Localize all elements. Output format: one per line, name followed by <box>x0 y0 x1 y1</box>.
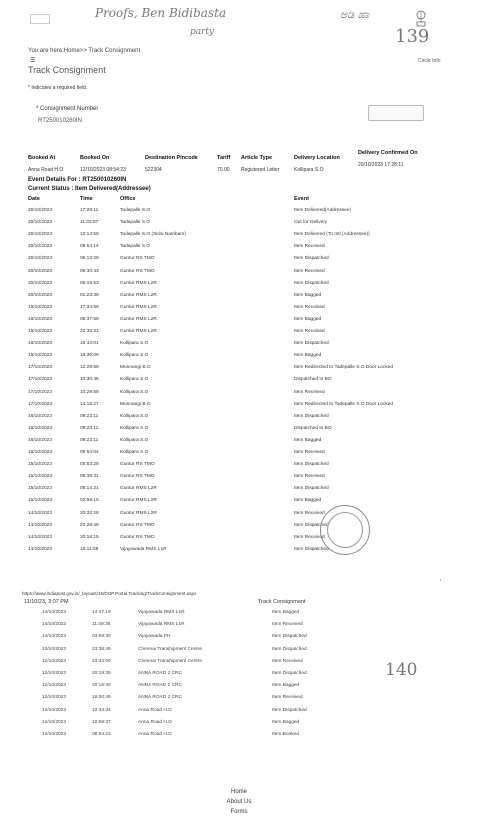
date-cell: 14/10/2023 <box>28 534 53 540</box>
time-cell: 22:35:31 <box>80 329 99 334</box>
office-cell: Guntur RS TMO <box>120 256 155 262</box>
event-cell: Item Dispatched <box>294 341 329 347</box>
event-cell: Item Bagged <box>272 683 300 689</box>
event-cell: Item Dispatched <box>294 280 329 286</box>
time-cell: 14:47:19 <box>92 610 111 615</box>
date-cell: 12/10/2023 <box>42 732 67 737</box>
table-row <box>0 220 478 231</box>
office-cell: Guntur RMS L2R <box>120 292 157 298</box>
menu-icon[interactable]: ☰ <box>30 58 36 64</box>
article-type-header: Article Type <box>241 155 273 161</box>
date-cell: 15/10/2023 <box>28 474 53 480</box>
event-cell: Item Delivered (To Intl (Addressee)) <box>294 232 370 238</box>
page-edge-mark: ' <box>440 580 442 586</box>
time-cell: 10:34:34 <box>92 707 111 713</box>
table-row <box>0 634 478 647</box>
event-cell: Item Booked <box>272 732 299 737</box>
table-row <box>0 720 478 733</box>
office-cell: Kollipara S.O <box>120 450 149 455</box>
table-row <box>0 232 478 243</box>
table-row <box>0 647 478 660</box>
time-cell: 01:23:39 <box>80 292 99 298</box>
table-row <box>0 208 478 219</box>
date-cell: 20/10/2023 <box>28 292 53 298</box>
consignment-label: * Consignment Number <box>36 106 99 112</box>
date-cell: 12/10/2023 <box>42 671 67 676</box>
date-cell: 19/10/2023 <box>28 316 53 322</box>
destination-pincode-value: 522304 <box>145 167 162 173</box>
time-cell: 10:30:45 <box>80 377 99 383</box>
date-cell: 12/10/2023 <box>42 719 67 725</box>
event-cell: Item Redirected to Tadepalle S.O Door Locked <box>294 365 394 371</box>
event-cell: Item Redirected to Tadepalle S.O Door Locked <box>294 401 394 407</box>
event-cell: Item Dispatched <box>294 486 329 492</box>
date-cell: 16/10/2023 <box>28 413 53 419</box>
date-cell: 19/10/2023 <box>28 304 53 310</box>
table-row <box>0 610 478 623</box>
booked-on-header: Booked On <box>80 155 110 161</box>
date-cell: 20/10/2023 <box>28 220 53 226</box>
office-cell: Tadepalle S.O <box>120 244 151 250</box>
date-cell: 12/10/2023 <box>42 683 67 689</box>
event-cell: Dispatched to BO <box>294 425 332 431</box>
office-cell: Kollipara S.O <box>120 341 149 347</box>
table-row <box>0 708 478 721</box>
footer-about-link[interactable]: About Us <box>226 799 252 805</box>
date-cell: 18/10/2023 <box>28 353 53 359</box>
booked-at-value: Anna Road H.O <box>28 167 64 173</box>
table-row <box>0 390 478 401</box>
table-row <box>0 732 478 745</box>
office-cell: Tadepalle S.O (Sirisi Nambam) <box>120 232 186 238</box>
time-cell: 16:44:01 <box>80 341 99 347</box>
office-cell: Guntur RMS L2R <box>120 316 157 322</box>
event-cell: Item Dispatched <box>294 522 329 528</box>
table-row <box>0 365 478 376</box>
footer-forms-link[interactable]: Forms <box>230 809 248 815</box>
event-cell: Item Dispatched <box>294 546 329 552</box>
table-row <box>0 535 478 546</box>
date-cell: 14/10/2023 <box>28 510 53 516</box>
time-cell: 06:30:43 <box>80 268 99 274</box>
date-cell: 20/10/2023 <box>28 256 53 262</box>
time-cell: 14:15:27 <box>80 401 99 407</box>
event-cell: Item Received <box>294 450 325 455</box>
handwritten-page-number-top: 139 <box>395 26 430 47</box>
time-cell: 10:59:37 <box>92 719 111 725</box>
article-type-value: Registered Letter <box>241 167 280 173</box>
table-row <box>0 269 478 280</box>
handwritten-note-top: Proofs, Ben Bidibasta <box>95 6 227 20</box>
date-cell: 13/10/2023 <box>42 646 67 652</box>
office-cell: Guntur RS TMO <box>120 462 155 468</box>
table-row <box>0 341 478 352</box>
track-button[interactable] <box>368 105 424 121</box>
delivery-location-value: Kollipara S.O <box>294 167 324 173</box>
footer-home-link[interactable]: Home <box>230 789 247 795</box>
time-cell: 20:18:15 <box>80 534 99 540</box>
table-row <box>0 353 478 364</box>
time-cell: 17:28:11 <box>80 208 99 213</box>
date-cell: 20/10/2023 <box>28 280 53 286</box>
time-cell: 05:15:53 <box>80 280 99 286</box>
office-cell: Anna Road H.O <box>138 707 172 713</box>
time-cell: 20:19:39 <box>92 671 111 676</box>
event-cell: Item Received <box>294 329 325 334</box>
date-header: Date <box>28 196 40 202</box>
office-cell: Chennai Transhipment Centre <box>138 658 202 664</box>
office-cell: Guntur RS TMO <box>120 268 155 274</box>
date-cell: 12/10/2023 <box>42 658 67 664</box>
office-cell: ANNA ROAD 2 CRC <box>138 671 182 676</box>
office-cell: Vijayawada RMS L1R <box>138 622 185 628</box>
destination-pincode-header: Destination Pincode <box>145 155 198 161</box>
breadcrumb[interactable]: You are here:Home>> Track Consignment <box>28 48 141 54</box>
event-cell: Item Bagged <box>294 353 322 359</box>
table-row <box>0 462 478 473</box>
event-cell: Item Dispatched <box>294 413 329 419</box>
print-page-heading: Track Consignment <box>258 599 306 605</box>
date-cell: 20/10/2023 <box>28 244 53 250</box>
table-row <box>0 317 478 328</box>
table-row <box>0 450 478 461</box>
time-cell: 16:36:08 <box>80 353 99 359</box>
time-cell: 23:34:09 <box>92 658 111 664</box>
table-row <box>0 293 478 304</box>
table-row <box>0 256 478 267</box>
consignment-number-field[interactable]: RT250010260IN <box>38 118 82 124</box>
table-row <box>0 474 478 485</box>
date-cell: 14/10/2023 <box>28 546 53 552</box>
table-row <box>0 438 478 449</box>
time-cell: 16:00:49 <box>92 695 111 701</box>
office-cell: Guntur RMS L2R <box>120 304 157 310</box>
office-cell: Tadepalle S.O <box>120 208 151 213</box>
office-cell: Anna Road H.O <box>138 732 172 737</box>
circle-info-link[interactable]: Circle Info <box>418 58 441 64</box>
date-cell: 16/10/2023 <box>28 437 53 443</box>
tariff-header: Tariff <box>217 155 231 161</box>
handwritten-page-number-bottom: 140 <box>385 660 418 680</box>
office-cell: Kollipara S.O <box>120 425 149 431</box>
event-cell: Item Received <box>272 658 303 664</box>
office-cell: Kollipara S.O <box>120 389 149 395</box>
event-cell: Item Bagged <box>272 610 300 615</box>
current-status-line: Current Status : Item Delivered(Addressee) <box>28 186 151 192</box>
table-row <box>0 547 478 558</box>
time-cell: 18:11:59 <box>80 546 99 552</box>
table-row <box>0 498 478 509</box>
event-details-line: Event Details For : RT250010260IN <box>28 177 127 183</box>
date-cell: 14/10/2023 <box>42 610 67 615</box>
delivery-confirmed-header: Delivery Confirmed On <box>358 150 418 156</box>
time-cell: 03:59:30 <box>92 634 111 640</box>
event-cell: Item Received <box>294 244 325 250</box>
table-row <box>0 683 478 696</box>
time-cell: 05:14:21 <box>80 486 99 492</box>
time-cell: 11:33:57 <box>80 220 99 226</box>
office-cell: Guntur RMS L2R <box>120 329 157 334</box>
date-cell: 12/10/2023 <box>42 695 67 701</box>
office-cell: Guntur RS TMO <box>120 474 155 480</box>
event-cell: Item Bagged <box>294 437 322 443</box>
event-cell: Item Received <box>294 389 325 395</box>
date-cell: 18/10/2023 <box>28 341 53 347</box>
date-cell: 17/10/2023 <box>28 365 53 371</box>
logo <box>30 14 50 24</box>
table-row <box>0 695 478 708</box>
table-row <box>0 402 478 413</box>
office-cell: Kollipara S.O <box>120 353 149 359</box>
office-cell: Kollipara S.O <box>120 377 149 383</box>
event-cell: Dispatched to BO <box>294 377 332 383</box>
time-cell: 20:16:40 <box>92 683 111 689</box>
table-row <box>0 486 478 497</box>
table-row <box>0 414 478 425</box>
office-cell: Guntur RS TMO <box>120 522 155 528</box>
event-cell: Item Dispatched <box>294 462 329 468</box>
date-cell: 20/10/2023 <box>28 268 53 274</box>
event-cell: Item Bagged <box>294 316 322 322</box>
time-cell: 05:53:29 <box>80 462 99 468</box>
print-datetime: 11/10/23, 3:07 PM <box>24 599 69 605</box>
delivery-confirmed-value: 20/10/2023 17:28:11 <box>358 162 404 168</box>
time-cell: 10:14:58 <box>80 232 99 238</box>
office-cell: Guntur RMS L2R <box>120 280 157 286</box>
office-cell: Kollipara S.O <box>120 437 149 443</box>
office-header: Office <box>120 196 136 202</box>
date-cell: 14/10/2023 <box>42 634 67 640</box>
event-cell: Item Received <box>272 695 303 701</box>
date-cell: 16/10/2023 <box>28 450 53 455</box>
time-cell: 09:23:11 <box>80 437 99 443</box>
date-cell: 15/10/2023 <box>28 462 53 468</box>
print-url: https://www.indiapost.gov.in/_layouts/15/DOP.Portal.Tracking/TrackConsignment.aspx <box>22 591 197 596</box>
event-cell: Item Dispatched <box>294 256 329 262</box>
office-cell: Guntur RMS L2R <box>120 498 157 504</box>
time-cell: 23:38:49 <box>92 646 111 652</box>
table-row <box>0 523 478 534</box>
event-cell: Item Dispatched <box>272 646 307 652</box>
event-cell: Out for Delivery <box>294 220 328 226</box>
handwritten-note-right: ಅಡಿ ಹಾ <box>340 8 370 21</box>
event-cell: Item Bagged <box>272 719 300 725</box>
event-cell: Item Received <box>294 268 325 274</box>
time-cell: 08:54:23 <box>92 732 111 737</box>
time-cell: 02:59:15 <box>80 498 99 504</box>
office-cell: Anna Road H.O <box>138 719 172 725</box>
office-cell: Munnangi B.O <box>120 401 151 407</box>
date-cell: 16/10/2023 <box>28 425 53 431</box>
time-cell: 11:49:38 <box>92 622 111 628</box>
table-row <box>0 244 478 255</box>
office-cell: Kollipara S.O <box>120 413 149 419</box>
office-cell: Vijayawada RMS L1R <box>138 610 185 615</box>
time-header: Time <box>80 196 93 202</box>
event-header: Event <box>294 196 309 202</box>
event-cell: Item Received <box>294 474 325 480</box>
booked-at-header: Booked At <box>28 155 56 161</box>
date-cell: 20/10/2023 <box>28 232 53 238</box>
time-cell: 09:23:11 <box>80 413 99 419</box>
table-row <box>0 281 478 292</box>
office-cell: ANNA ROAD 2 CRC <box>138 695 182 701</box>
table-row <box>0 426 478 437</box>
emblem-icon <box>413 8 429 28</box>
table-row <box>0 659 478 672</box>
required-note: * Indicates a required field. <box>28 85 88 91</box>
event-cell: Item Dispatched <box>272 671 307 676</box>
office-cell: Munnangi B.O <box>120 365 151 371</box>
time-cell: 12:29:59 <box>80 365 99 371</box>
event-cell: Item Bagged <box>294 292 322 298</box>
event-cell: Item Received <box>294 304 325 310</box>
table-row <box>0 622 478 635</box>
table-row <box>0 377 478 388</box>
office-cell: Vijayawada PH <box>138 634 171 640</box>
time-cell: 09:54:14 <box>80 244 99 250</box>
time-cell: 20:28:46 <box>80 522 99 528</box>
table-row <box>0 329 478 340</box>
event-cell: Item Delivered(Addressee) <box>294 208 352 213</box>
table-row <box>0 305 478 316</box>
booked-on-value: 12/10/2023 08:54:23 <box>80 167 126 173</box>
table-row <box>0 511 478 522</box>
date-cell: 12/10/2023 <box>42 707 67 713</box>
event-cell: Item Bagged <box>294 498 322 504</box>
office-cell: ANNA ROAD 2 CRC <box>138 683 182 689</box>
time-cell: 06:13:29 <box>80 256 99 262</box>
office-cell: Chennai Transhipment Centre <box>138 646 202 652</box>
office-cell: Guntur RMS L2R <box>120 510 157 516</box>
date-cell: 14/10/2023 <box>28 522 53 528</box>
date-cell: 14/10/2023 <box>42 622 67 628</box>
date-cell: 15/10/2023 <box>28 486 53 492</box>
time-cell: 05:38:31 <box>80 474 99 480</box>
date-cell: 15/10/2023 <box>28 498 53 504</box>
event-cell: Item Received <box>294 534 325 540</box>
event-cell: Item Received <box>272 622 303 628</box>
event-cell: Item Dispatched <box>272 707 307 713</box>
page-title: Track Consignment <box>28 65 106 75</box>
time-cell: 05:37:59 <box>80 316 99 322</box>
time-cell: 20:32:28 <box>80 510 99 516</box>
table-row <box>0 671 478 684</box>
date-cell: 18/10/2023 <box>28 329 53 334</box>
event-cell: Item Dispatched <box>272 634 307 640</box>
date-cell: 20/10/2023 <box>28 208 53 213</box>
time-cell: 10:29:59 <box>80 389 99 395</box>
time-cell: 09:54:04 <box>80 450 99 455</box>
office-cell: Guntur RMS L2R <box>120 486 157 492</box>
tariff-value: 70.00 <box>217 167 230 173</box>
delivery-location-header: Delivery Location <box>294 155 340 161</box>
date-cell: 17/10/2023 <box>28 401 53 407</box>
handwritten-note-top-2: party <box>190 27 215 37</box>
time-cell: 09:23:11 <box>80 425 99 431</box>
office-cell: Vijayawada RMS L1R <box>120 546 167 552</box>
event-cell: Item Received <box>294 510 325 516</box>
date-cell: 17/10/2023 <box>28 389 53 395</box>
postal-stamp <box>320 505 370 555</box>
office-cell: Guntur RS TMO <box>120 534 155 540</box>
time-cell: 17:34:59 <box>80 304 99 310</box>
date-cell: 17/10/2023 <box>28 377 53 383</box>
office-cell: Tadepalle S.O <box>120 220 151 226</box>
